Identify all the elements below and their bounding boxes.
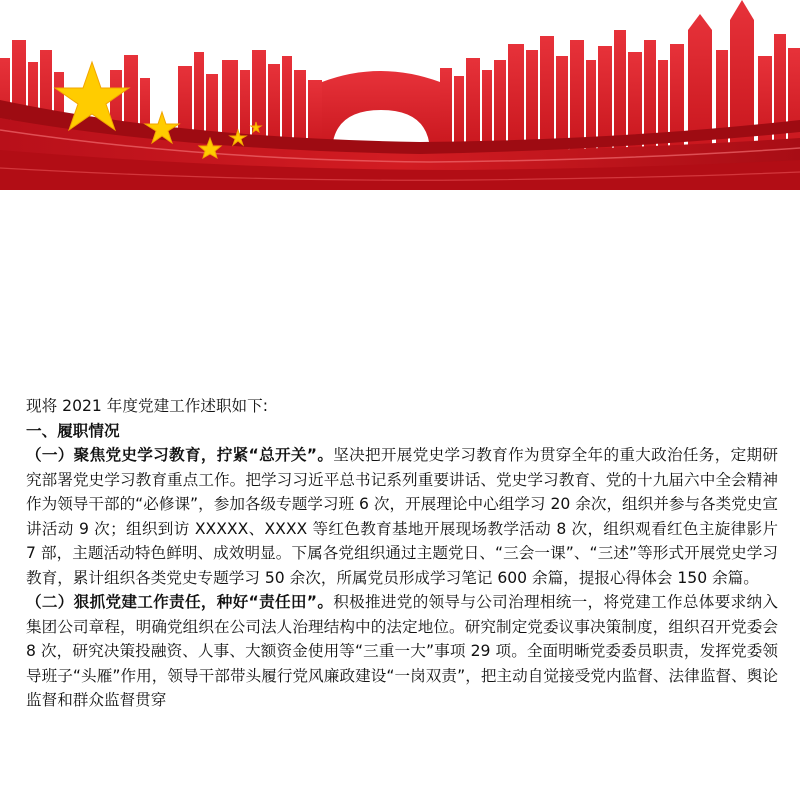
intro-text: 现将 2021 年度党建工作述职如下: [26,397,268,415]
banner-graphic [0,0,800,190]
paragraph-body: 积极推进党的领导与公司治理相统一，将党建工作总体要求纳入集团公司章程，明确党组织在公司法人治理结构中的法定地位。研究制定党委议事决策制度，组织召开党委会 8 次，研究决策投融资、人事、大额资金使用等“三重一大”事项 29 项。全面明晰党委委员职责，发挥党委领导班子“头雁”作用，领导干部带头履行党风廉政建设“一岗双责”，把主动自觉接受党内监督、法律监督、舆论监督和群众监督贯穿 [26,593,778,709]
document-body [26,394,778,713]
paragraph-lead: （二）狠抓党建工作责任，种好“责任田”。 [26,593,334,611]
section-heading: 一、履职情况 [26,421,120,440]
paragraph-1 [26,443,778,590]
header-banner [0,0,800,190]
paragraph-body: 坚决把开展党史学习教育作为贯穿全年的重大政治任务，定期研究部署党史学习教育重点工作。把学习习近平总书记系列重要讲话、党史学习教育、党的十九届六中全会精神作为领导干部的“必修课”，参加各级专题学习班 6 次，开展理论中心组学习 20 余次，组织并参与各类党史宣讲活动 9 次；组织到访 XXXXX、XXXX 等红色教育基地开展现场教学活动 8 次，组织观看红色主旋律影片 7 部，主题活动特色鲜明、成效明显。下属各党组织通过主题党日、“三会一课”、“三述”等形式开展党史学习教育，累计组织各类党史专题学习 50 余次，所属党员形成学习笔记 600 余篇，提报心得体会 150 余篇。 [26,446,778,587]
paragraph-lead: （一）聚焦党史学习教育，拧紧“总开关”。 [26,446,334,464]
paragraph-2 [26,590,778,713]
